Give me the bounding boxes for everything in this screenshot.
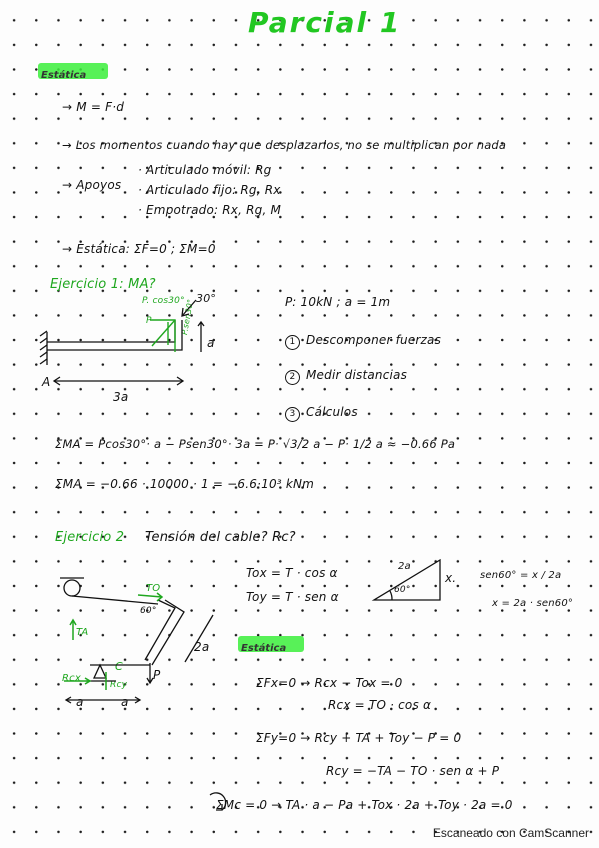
ej2-mc: ΣMc = 0 → TA · a − Pa + Tox · 2a + Toy · 2a = 0 [216, 798, 513, 812]
scanner-watermark: Escaneado con CamScanner [432, 826, 589, 840]
ej2-triangle-x: x. [445, 571, 457, 585]
cable-horizontal [72, 596, 158, 604]
ej2-label-rcy: Rcy [110, 680, 128, 690]
ej1-components [150, 320, 175, 352]
moment-rotation-icon [210, 793, 226, 810]
ej1-label-a: a [207, 336, 215, 350]
ej2-question: Tensión del cable? Rc? [145, 530, 296, 545]
ej2-triangle-60: 60° [394, 585, 411, 595]
ej2-heading: Ejercicio 2 [55, 530, 125, 545]
force-p-arrow [182, 300, 196, 316]
ej2-label-a1: a [76, 695, 84, 709]
ej1-given: P: 10kN ; a = 1m [285, 295, 391, 309]
pulley [64, 580, 80, 596]
ej1-heading: Ejercicio 1: MA? [50, 277, 156, 292]
ej1-step-3-text: Cálculos [306, 405, 358, 419]
ej2-fx-2: Rcx = TO · cos α [328, 698, 432, 712]
ej2-estatica-label: Estática [241, 643, 287, 654]
ej2-diagram [60, 578, 213, 703]
pin-support [94, 665, 106, 678]
ej2-triangle-2a: 2a [398, 561, 411, 572]
step-number-1: 1 [285, 335, 300, 350]
ej2-triangle [374, 560, 440, 600]
ej2-label-ta: TA [76, 627, 89, 638]
ej1-step-2-text: Medir distancias [306, 368, 408, 382]
ej1-step-1-text: Descomponer fuerzas [306, 333, 442, 347]
ej2-label-rcx: Rcx [62, 673, 81, 684]
ej2-sen60: sen60° = x / 2a [480, 570, 562, 581]
ej1-equation-2: ΣMA = −0.66 · 10000 · 1 = −6.6·10³ kNm [55, 477, 315, 491]
note-apoyo-1: · Articulado móvil: Rg [138, 163, 272, 177]
ej2-forces [64, 593, 162, 690]
note-apoyo-3: · Empotrado: Rx, Rg, M [138, 203, 282, 217]
page-title: Parcial 1 [248, 6, 402, 39]
ej2-x-eq: x = 2a · sen60° [492, 598, 574, 609]
ej1-label-pcos: P. cos30° [142, 296, 185, 306]
note-moments: → Los momentos cuando hay que desplazarlos, no se multiplican por nada [62, 138, 507, 152]
ej2-fy-1: ΣFy=0 → Rcy + TA + Toy − P = 0 [256, 731, 462, 745]
ej1-diagram [40, 300, 204, 385]
section-estatica-label: Estática [41, 70, 87, 81]
ej1-label-A: A [42, 375, 51, 389]
ej1-label-p: P [146, 316, 152, 326]
step-number-2: 2 [285, 370, 300, 385]
note-moment-formula: → M = F·d [62, 100, 125, 114]
ej2-label-2a: 2a [194, 640, 210, 654]
note-apoyos-label: → Apoyos [62, 178, 122, 192]
ej2-label-p: P [153, 668, 161, 682]
ej2-fx-1: ΣFx=0 → Rcx − Tox = 0 [256, 676, 403, 690]
beam [47, 320, 175, 342]
ej1-label-3a: 3a [113, 390, 129, 404]
ej2-label-a2: a [121, 695, 129, 709]
ej1-equation-1: ΣMA = Pcos30°· a − Psen30°· 3a = P· √3/2 a − P· 1/2 a ≈ −0.66 Pa [55, 437, 456, 451]
ej1-label-angle: 30° [196, 292, 217, 305]
ej2-label-60: 60° [140, 606, 157, 616]
step-number-3: 3 [285, 407, 300, 422]
ej2-label-c: C [115, 660, 123, 673]
ej2-label-to: TO [146, 583, 161, 594]
ej2-fy-2: Rcy = −TA − TO · sen α + P [326, 764, 500, 778]
note-estatica-eq: → Estática: ΣF=0 ; ΣM=0 [62, 242, 216, 256]
note-apoyo-2: · Articulado fijo: Rg, Rx [138, 183, 281, 197]
ej2-toy: Toy = T · sen α [246, 590, 339, 604]
dim-2a [185, 615, 213, 662]
ej2-tox: Tox = T · cos α [246, 566, 338, 580]
ej1-label-psen: P.sen30° [180, 298, 196, 336]
